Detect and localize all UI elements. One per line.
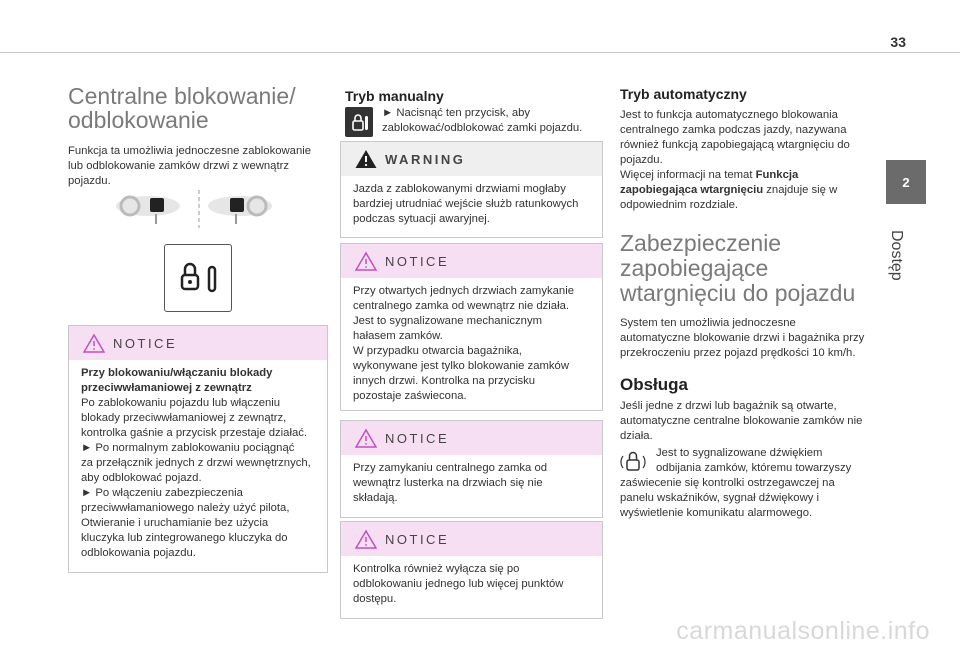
page-number: 33: [890, 34, 906, 50]
warning-triangle-icon: [355, 251, 377, 271]
signal-text: Jest to sygnalizowane dźwiękiem odbijania zamków, któremu towarzyszy zaświecenie się kontrolki ostrzegawczej na panelu wskaźników, sygnał dźwiękowy i wyświetlenie komunikatu alarmowego.: [620, 447, 852, 519]
auto-text: Jest to funkcja automatycznego blokowania centralnego zamka podczas jazdy, nazywana również funkcją zapobiegającą wtargnięciu do pojazdu. Więcej informacji na temat Funkcja zapobiegająca wtargnięciu znajduje się w odpowiednim rozdziale.: [620, 109, 850, 211]
notice-box-indicator: [340, 521, 603, 619]
notice-header: [341, 522, 602, 556]
column-3: [620, 86, 872, 521]
operation-text: Jeśli jedne z drzwi lub bagażnik są otwarte, automatyczne centralne blokowanie zamków nie działa.: [620, 400, 863, 442]
notice-body: Przy zamykaniu centralnego zamka od wewnątrz lusterka na drzwiach się nie składają.: [353, 462, 548, 504]
notice-header: [341, 421, 602, 455]
system-text: System ten umożliwia jednoczesne automatyczne blokowanie drzwi i bagażnika przy przekroczeniu przez pojazd prędkości 10 km/h.: [620, 317, 865, 359]
column-2: [345, 88, 601, 104]
warning-filled-icon: [355, 149, 377, 169]
manual-text: ► Nacisnąć ten przycisk, aby zablokować/odblokować zamki pojazdu.: [382, 107, 583, 134]
heading-operation: Obsługa: [620, 375, 689, 394]
notice-box-open-door: [340, 243, 603, 411]
heading-auto-mode: Tryb automatyczny: [620, 86, 747, 102]
intro-text: Funkcja ta umożliwia jednoczesne zablokowanie lub odblokowanie zamków drzwi z wewnątrz pojazdu.: [68, 145, 312, 187]
notice-label: NOTICE: [113, 335, 178, 351]
notice-body: Kontrolka również wyłącza się po odblokowaniu jednego lub więcej punktów dostępu.: [353, 563, 564, 605]
warning-triangle-icon: [83, 333, 105, 353]
notice-label: NOTICE: [385, 531, 450, 547]
section-title-antiintrusion: Zabezpieczenie zapobiegające wtargnięciu do pojazdu: [620, 230, 856, 306]
warning-header: [341, 142, 602, 176]
notice-body: Przy otwartych jednych drzwiach zamykanie centralnego zamka od wewnątrz nie działa. Jest to sygnalizowane mechanicznym hałasem zamków. W przypadku otwarcia bagażnika, wykonywane jest tylko blokowanie zamków innych drzwi. Kontrolka na przycisku pozostaje zaświecona.: [353, 285, 575, 402]
padlock-icon: [165, 245, 231, 311]
chapter-label-wrap: [873, 226, 939, 286]
heading-manual-mode: Tryb manualny: [345, 88, 444, 104]
chapter-tab[interactable]: 2: [886, 160, 926, 204]
notice-header: [341, 244, 602, 278]
warning-triangle-icon: [355, 428, 377, 448]
notice-label: NOTICE: [385, 253, 450, 269]
watermark: carmanualsonline.info: [676, 617, 930, 645]
column-1: [68, 84, 328, 189]
notice-label: NOTICE: [385, 430, 450, 446]
notice-header: [69, 326, 327, 360]
notice-body: Przy blokowaniu/włączaniu blokady przeciwwłamaniowej z zewnątrz Po zablokowaniu pojazdu lub włączeniu blokady przeciwwłamaniowej z zewnątrz, kontrolka gaśnie a przycisk przestaje działać. ► Po normalnym zablokowaniu pociągnąć za przełącznik jednych z drzwi wewnętrznych, aby odblokować pojazd. ► Po włączeniu zabezpieczenia przeciwwłamaniowego należy użyć pilota, Otwieranie i uruchamianie bez użycia kluczyka lub zintegrowanego kluczyka do odblokowania pojazdu.: [81, 367, 311, 559]
warning-triangle-icon: [355, 529, 377, 549]
header-rule: [0, 52, 960, 53]
alarm-lock-icon: [620, 446, 646, 476]
chapter-title: Dostęp: [888, 230, 905, 281]
central-lock-button-illustration: [164, 244, 232, 312]
warning-label: WARNING: [385, 151, 466, 167]
warning-box: [340, 141, 603, 238]
notice-box-antitheft: [68, 325, 328, 573]
section-title: Centralne blokowanie/ odblokowanie: [68, 83, 296, 133]
lock-button-icon: [345, 107, 373, 135]
notice-box-mirrors: [340, 420, 603, 518]
warning-body: Jazda z zablokowanymi drzwiami mogłaby bardziej utrudniać wejście służb ratunkowych podczas sytuacji awaryjnej.: [353, 183, 579, 225]
dashboard-illustration: [112, 188, 276, 230]
